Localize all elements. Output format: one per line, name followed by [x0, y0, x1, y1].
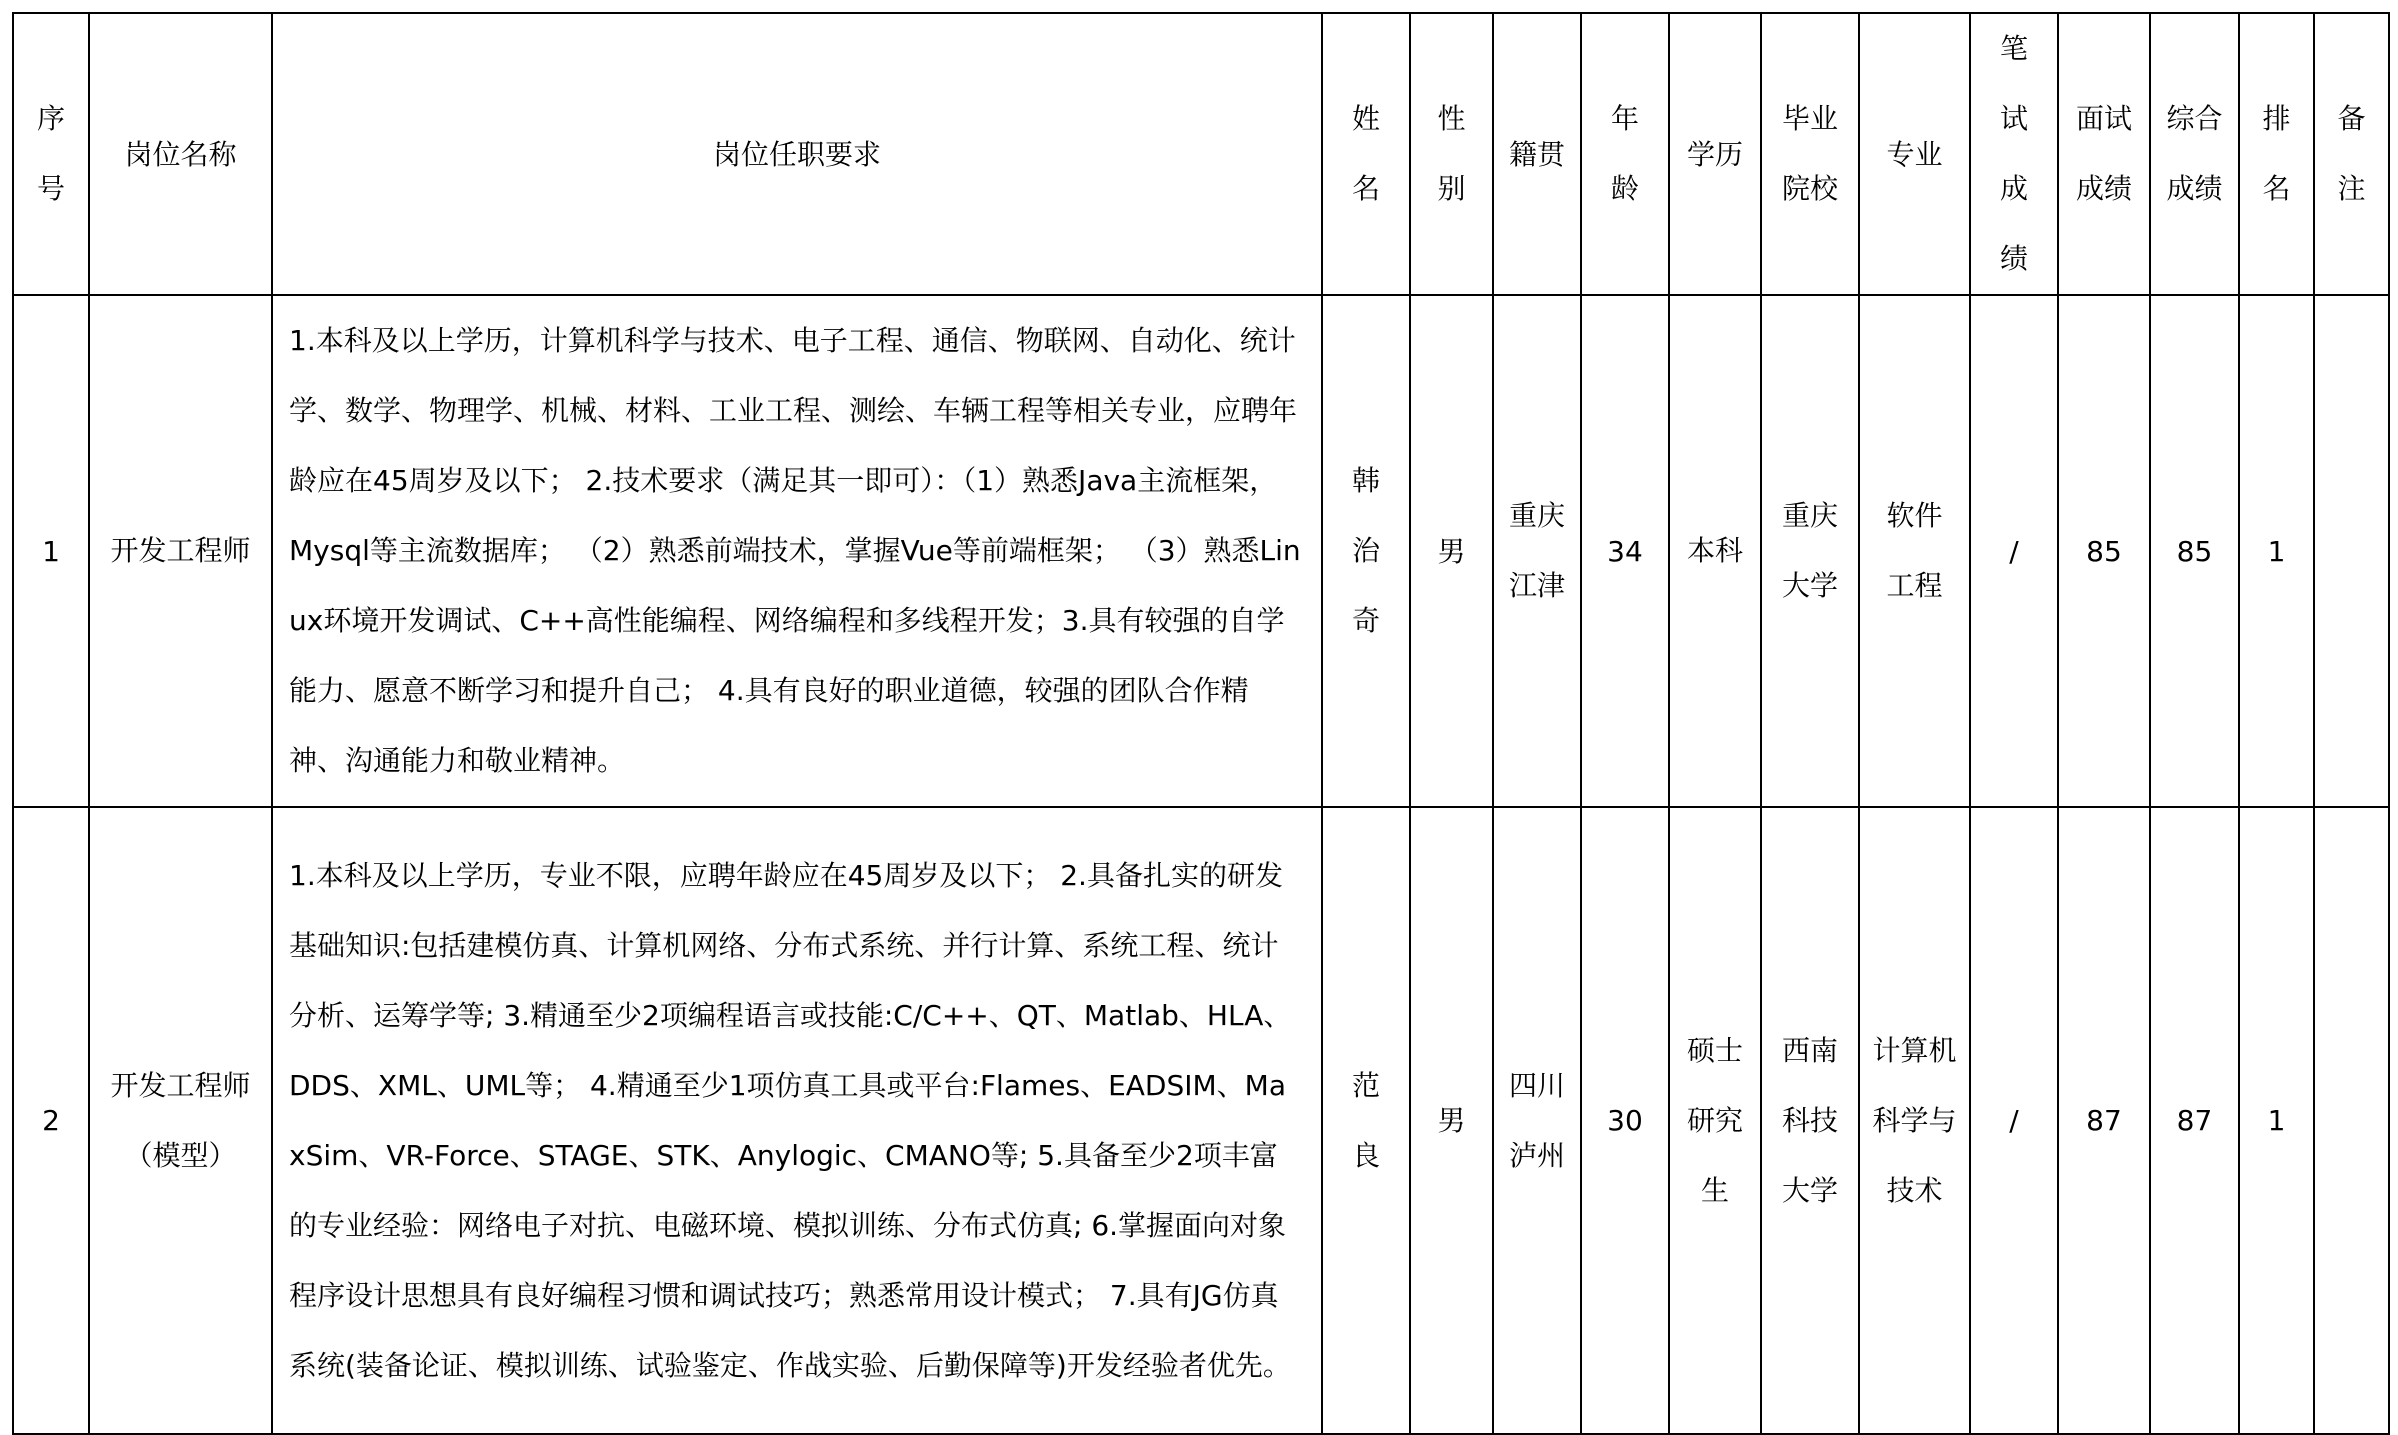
header-school — [1761, 13, 1859, 295]
cell-requirements — [272, 807, 1322, 1434]
header-major-label: 专业 — [1886, 137, 1943, 171]
cell-rank: 1 — [2239, 807, 2314, 1434]
header-written-score-label: 笔试成绩 — [1999, 32, 2028, 275]
cell-requirements-text: 1.本科及以上学历，专业不限，应聘年龄应在45周岁及以下； 2.具备扎实的研发基础知识:包括建模仿真、计算机网络、分布式系统、并行计算、系统工程、统计分析、运筹学等; 3.精通至少2项编程语言或技能:C/C++、QT、Matlab、HLA、DDS、XML、UML等； 4.精通至少1项仿真工具或平台:Flames、EADSIM、MaxSim、VR-Force、STAGE、STK、Anylogic、CMANO等; 5.具备至少2项丰富的专业经验：网络电子对抗、电磁环境、模拟训练、分布式仿真; 6.掌握面向对象程序设计思想具有良好编程习惯和调试技巧；熟悉常用设计模式； 7.具有JG仿真系统(装备论证、模拟训练、试验鉴定、作战实验、后勤保障等)开发经验者优先。 — [289, 858, 1292, 1382]
cell-gender: 男 — [1410, 807, 1493, 1434]
cell-hometown-label: 四川泸州 — [1508, 1068, 1565, 1172]
header-total-score-label: 综合成绩 — [2166, 102, 2223, 205]
header-education — [1669, 13, 1761, 295]
cell-remark — [2314, 295, 2389, 807]
cell-school — [1761, 295, 1859, 807]
cell-education — [1669, 807, 1761, 1434]
header-remark — [2314, 13, 2389, 295]
cell-education — [1669, 295, 1761, 807]
header-age-label: 年龄 — [1610, 102, 1639, 205]
cell-school-label: 重庆大学 — [1781, 499, 1838, 602]
header-remark-label: 备注 — [2337, 102, 2366, 205]
header-education-label: 学历 — [1686, 137, 1743, 171]
header-name — [1322, 13, 1410, 295]
cell-interview-score: 87 — [2058, 807, 2150, 1434]
cell-major-label: 计算机科学与技术 — [1872, 1033, 1957, 1207]
header-total-score — [2150, 13, 2239, 295]
header-row — [13, 13, 2389, 295]
cell-position-label: 开发工程师（模型） — [110, 1068, 251, 1172]
header-written-score — [1970, 13, 2058, 295]
table-row — [13, 807, 2389, 1434]
cell-major — [1859, 295, 1970, 807]
header-school-label: 毕业院校 — [1781, 102, 1838, 205]
header-major — [1859, 13, 1970, 295]
header-rank — [2239, 13, 2314, 295]
cell-remark — [2314, 807, 2389, 1434]
cell-major-label: 软件工程 — [1886, 499, 1943, 602]
header-seq — [13, 13, 89, 295]
header-interview-score-label: 面试成绩 — [2075, 102, 2132, 205]
cell-seq: 1 — [13, 295, 89, 807]
cell-education-label: 硕士研究生 — [1686, 1033, 1743, 1207]
cell-position-label: 开发工程师 — [110, 534, 251, 567]
table-row — [13, 295, 2389, 807]
header-gender — [1410, 13, 1493, 295]
cell-rank: 1 — [2239, 295, 2314, 807]
header-age — [1581, 13, 1669, 295]
cell-name-label: 韩治奇 — [1351, 464, 1380, 637]
cell-total-score: 87 — [2150, 807, 2239, 1434]
header-interview-score — [2058, 13, 2150, 295]
cell-position — [89, 295, 272, 807]
cell-hometown — [1493, 807, 1581, 1434]
results-table-wrapper — [12, 12, 2390, 1435]
cell-school — [1761, 807, 1859, 1434]
header-hometown-label: 籍贯 — [1508, 137, 1565, 171]
header-position-label: 岗位名称 — [124, 137, 237, 171]
cell-written-score: / — [1970, 807, 2058, 1434]
cell-age: 34 — [1581, 295, 1669, 807]
cell-requirements-text: 1.本科及以上学历，计算机科学与技术、电子工程、通信、物联网、自动化、统计学、数学、物理学、机械、材料、工业工程、测绘、车辆工程等相关专业，应聘年龄应在45周岁及以下； 2.技术要求（满足其一即可）：（1）熟悉Java主流框架，Mysql等主流数据库； （2）熟悉前端技术，掌握Vue等前端框架； （3）熟悉Linux环境开发调试、C++高性能编程、网络编程和多线程开发；3.具有较强的自学能力、愿意不断学习和提升自己； 4.具有良好的职业道德，较强的团队合作精神、沟通能力和敬业精神。 — [289, 324, 1301, 777]
cell-name — [1322, 295, 1410, 807]
cell-major — [1859, 807, 1970, 1434]
header-rank-label: 排名 — [2262, 102, 2291, 205]
header-seq-label: 序号 — [36, 102, 65, 205]
cell-requirements — [272, 295, 1322, 807]
cell-seq: 2 — [13, 807, 89, 1434]
cell-age: 30 — [1581, 807, 1669, 1434]
cell-hometown-label: 重庆江津 — [1508, 499, 1565, 602]
header-name-label: 姓名 — [1351, 102, 1380, 205]
header-gender-label: 性别 — [1437, 102, 1466, 205]
cell-written-score: / — [1970, 295, 2058, 807]
header-requirements — [272, 13, 1322, 295]
cell-education-label: 本科 — [1686, 534, 1743, 567]
cell-total-score: 85 — [2150, 295, 2239, 807]
header-hometown — [1493, 13, 1581, 295]
cell-name-label: 范良 — [1351, 1068, 1380, 1172]
cell-interview-score: 85 — [2058, 295, 2150, 807]
header-requirements-label: 岗位任职要求 — [712, 137, 881, 171]
cell-school-label: 西南科技大学 — [1781, 1033, 1838, 1207]
header-position — [89, 13, 272, 295]
cell-hometown — [1493, 295, 1581, 807]
cell-position — [89, 807, 272, 1434]
cell-gender: 男 — [1410, 295, 1493, 807]
cell-name — [1322, 807, 1410, 1434]
recruitment-results-table — [12, 12, 2390, 1435]
